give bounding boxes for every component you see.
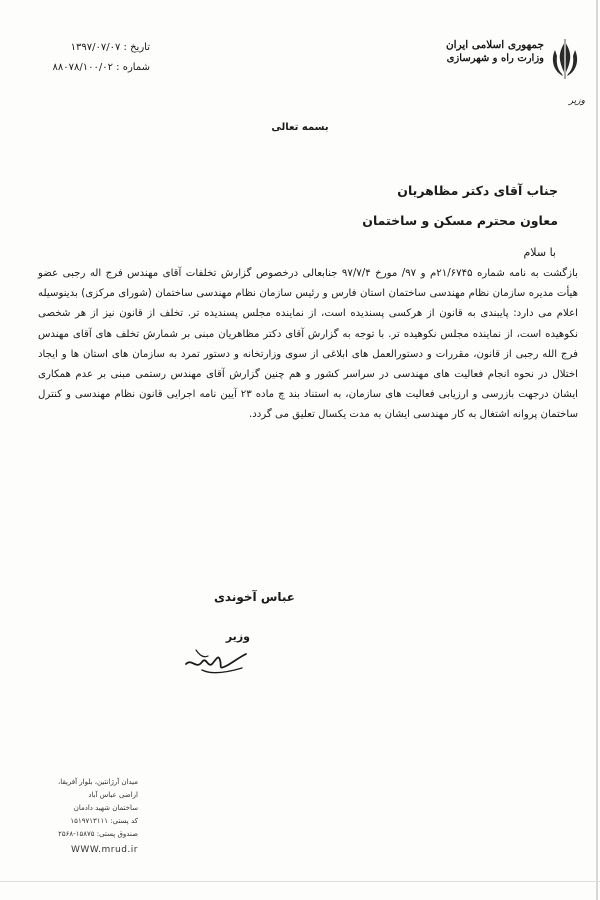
letter-meta bbox=[10, 38, 150, 78]
footer-address-2: اراضی عباس آباد bbox=[88, 791, 138, 799]
organization-name bbox=[440, 38, 544, 66]
body-paragraph: بازگشت به نامه شماره ۲۱/۶۷۴۵م و ۹۷/ مورخ ۹۷/۷/۴ جنابعالی درخصوص گزارش تخلفات آقای مهندس فرج اله رجبی عضو هیأت مدیره سازمان نظام مهندسی ساختمان استان فارس و رئیس سازمان نظام مهندسی ساختمان (شورای مرکزی) بدینوسیله اعلام می دارد: پایبندی به قانون از هرکسی پسندیده است، از نماینده مجلس پسندیده تر. تخلف از قانون نیز از هر شخصی نکوهیده است، از نماینده مجلس نکوهیده تر. با توجه به گزارش آقای دکتر مظاهریان مبنی بر شمارش تخلف های آقای مهندس فرج الله رجبی از قانون، مقررات و دستورالعمل های ابلاغی از سوی وزارتخانه و دستور تمرد به سازمان های استان ها و ایجاد اختلال در نحوه انجام فعالیت های مهندسی در سراسر کشور و هم چنین گزارش آقای مهندس رستمی مبنی بر عدم همکاری ایشان درجهت بازرسی و ارزیابی فعالیت های سازمان، به استناد بند چ ماده ۲۳ آیین نامه اجرایی قانون نظام مهندسی و کنترل ساختمان پروانه اشتغال به کار مهندسی ایشان به مدت یکسال تعلیق می گردد. bbox=[38, 268, 578, 421]
page-edge bbox=[596, 0, 598, 900]
signatory-title: وزیر bbox=[225, 630, 250, 643]
footer-divider bbox=[0, 881, 600, 882]
iran-emblem-icon bbox=[548, 38, 582, 82]
org-line-2: وزارت راه و شهرسازی bbox=[446, 53, 544, 64]
greeting: با سلام bbox=[523, 246, 556, 259]
letter-body bbox=[38, 264, 578, 426]
footer-contact bbox=[8, 776, 138, 857]
footer-website[interactable]: WWW.mrud.ir bbox=[71, 845, 138, 855]
number-label: شماره : bbox=[116, 62, 150, 73]
recipient-block bbox=[362, 176, 558, 236]
recipient-title: معاون محترم مسکن و ساختمان bbox=[362, 213, 558, 228]
org-line-1: جمهوری اسلامی ایران bbox=[445, 39, 544, 51]
basmala: بسمه تعالی bbox=[271, 122, 329, 133]
footer-address-3: ساختمان شهید دادمان bbox=[73, 804, 138, 812]
number-row bbox=[10, 58, 150, 78]
footer-po-box: صندوق پستی: ۱۵۸۷۵-۲۵۶۸ bbox=[58, 830, 138, 838]
signatory-name: عباس آخوندی bbox=[213, 590, 295, 604]
number-value: ۸۸۰۷۸/۱۰۰/۰۲ bbox=[52, 62, 113, 73]
minister-header-label: وزیر bbox=[568, 96, 585, 106]
date-row bbox=[10, 38, 150, 58]
signature-image bbox=[182, 640, 252, 678]
footer-postal-code: کد پستی: ۱۵۱۹۷۱۳۱۱۱ bbox=[70, 817, 138, 825]
recipient-name: جناب آقای دکتر مظاهریان bbox=[397, 183, 558, 198]
footer-address-1: میدان آرژانتین، بلوار آفریقا، bbox=[58, 778, 138, 786]
date-value: ۱۳۹۷/۰۷/۰۷ bbox=[70, 42, 121, 53]
date-label: تاریخ : bbox=[123, 42, 150, 53]
